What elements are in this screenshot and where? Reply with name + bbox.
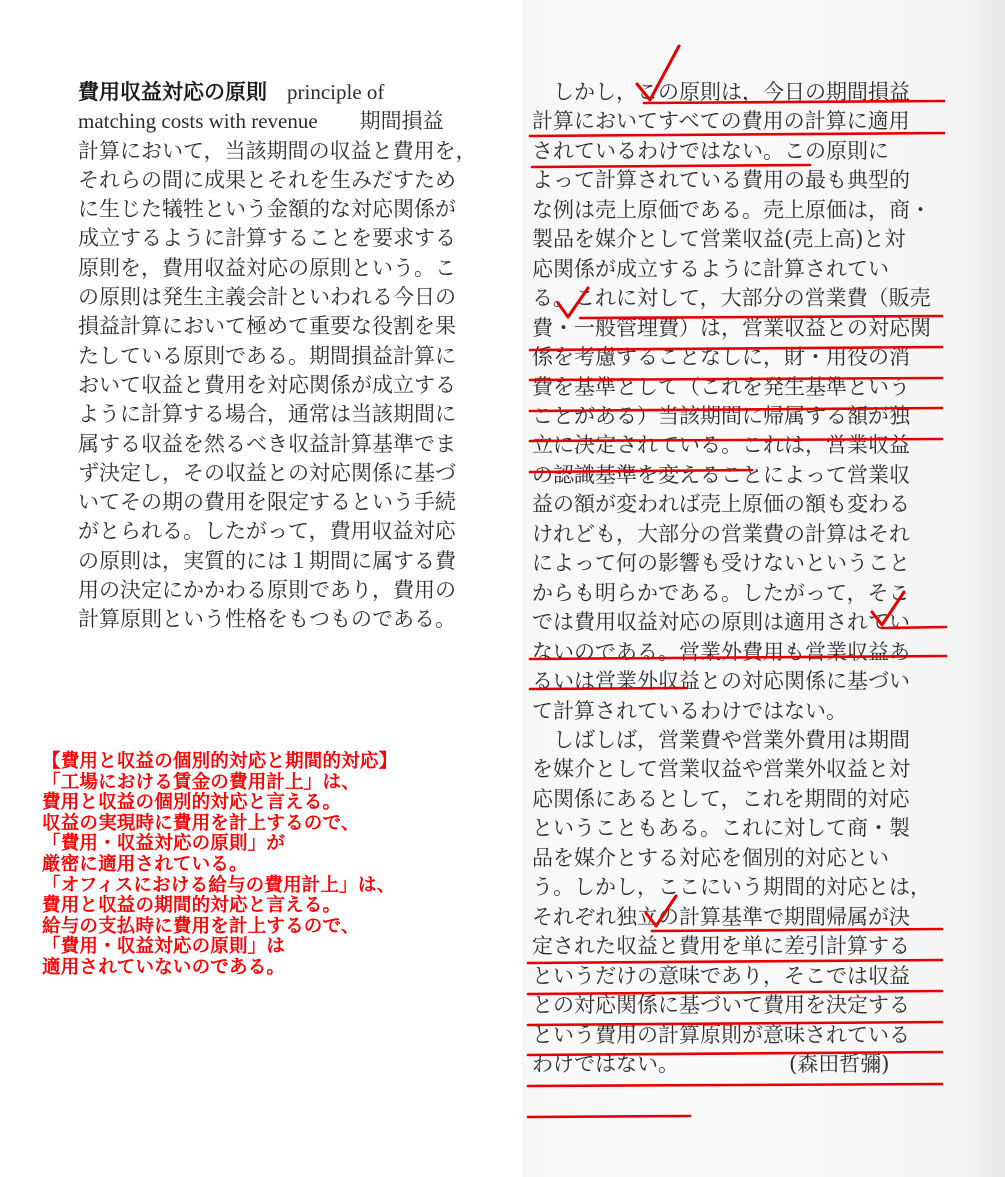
- note-line: 費用と収益の個別的対応と言える。: [42, 792, 342, 814]
- left-line: の原則は，実質的には１期間に属する費: [78, 548, 456, 573]
- right-line: 立に決定されている。これは，営業収益: [532, 433, 910, 458]
- author-credit: (森田哲彌): [789, 1051, 890, 1076]
- entry-heading-line: [78, 78, 488, 107]
- right-line: る。これに対して，大部分の営業費（販売: [532, 286, 931, 311]
- left-line: 原則を，費用収益対応の原則という。こ: [78, 255, 456, 280]
- right-line: 費・一般管理費）は，営業収益との対応関: [532, 315, 931, 340]
- left-line: ように計算する場合，通常は当該期間に: [78, 402, 456, 427]
- english-term: principle of: [287, 80, 385, 104]
- note-line: 「工場における賃金の費用計上」は、: [42, 771, 360, 793]
- right-line: 製品を媒介として営業収益(売上高)と対: [532, 227, 906, 252]
- note-line: 「費用・収益対応の原則」は: [42, 936, 286, 958]
- left-line: 属する収益を然るべき収益計算基準でま: [78, 431, 456, 456]
- right-line: 品を媒介とする対応を個別的対応とい: [532, 845, 889, 870]
- right-column-entry: [532, 78, 952, 1079]
- right-line: 費を基準として（これを発生基準という: [532, 374, 910, 399]
- note-line: 適用されていないのである。: [42, 956, 286, 978]
- right-line: というだけの意味であり，そこでは収益: [532, 963, 910, 988]
- left-line: 用の決定にかかわる原則であり，費用の: [78, 578, 456, 603]
- left-line: の原則は発生主義会計といわれる今日の: [78, 285, 456, 310]
- headword: 費用収益対応の原則: [78, 80, 267, 104]
- note-heading: 【費用と収益の個別的対応と期間的対応】: [42, 751, 398, 772]
- right-last-line: [532, 1050, 952, 1079]
- left-line: に生じた犠牲という金額的な対応関係が: [78, 197, 456, 222]
- right-line: によって何の影響も受けないということ: [532, 551, 910, 576]
- left-line: たしている原則である。期間損益計算に: [78, 343, 456, 368]
- right-line: されているわけではない。この原則に: [532, 138, 889, 163]
- right-line: ないのである。営業外費用も営業収益あ: [532, 639, 910, 664]
- right-line: という費用の計算原則が意味されている: [532, 1022, 910, 1047]
- right-line: るいは営業外収益との対応関係に基づい: [532, 669, 910, 694]
- right-line: 定された収益と費用を単に差引計算する: [532, 934, 910, 959]
- right-line: わけではない。: [532, 1051, 679, 1076]
- note-line: 費用と収益の期間的対応と言える。: [42, 895, 342, 917]
- right-line: ということもある。これに対して商・製: [532, 816, 910, 841]
- right-line: けれども，大部分の営業費の計算はそれ: [532, 521, 910, 546]
- right-line: しかし，この原則は，今日の期間損益: [532, 80, 910, 104]
- right-line: 応関係にあるとして，これを期間的対応: [532, 786, 910, 811]
- note-line: 給与の支払時に費用を計上するので、: [42, 915, 360, 937]
- note-line: 収益の実現時に費用を計上するので、: [42, 812, 360, 834]
- right-line: 益の額が変われば売上原価の額も変わる: [532, 492, 910, 517]
- note-line: 「費用・収益対応の原則」が: [42, 833, 286, 855]
- left-line: matching costs with revenue 期間損益: [78, 109, 444, 134]
- right-line: しばしば，営業費や営業外費用は期間: [532, 727, 910, 752]
- right-line: う。しかし，ここにいう期間的対応とは，: [532, 875, 931, 900]
- right-line: との対応関係に基づいて費用を決定する: [532, 993, 910, 1018]
- right-line: 計算においてすべての費用の計算に適用: [532, 109, 910, 134]
- right-line: 応関係が成立するように計算されてい: [532, 256, 889, 281]
- right-line: 係を考慮することなしに，財・用役の消: [532, 345, 910, 370]
- left-line: ず決定し，その収益との対応関係に基づ: [78, 460, 456, 485]
- right-line: それぞれ独立の計算基準で期間帰属が決: [532, 904, 910, 929]
- right-line: て計算されているわけではない。: [532, 698, 847, 723]
- note-line: 厳密に適用されている。: [42, 853, 248, 875]
- right-line: な例は売上原価である。売上原価は，商・: [532, 197, 931, 222]
- annotation-note: [42, 752, 522, 979]
- right-line: では費用収益対応の原則は適用されてい: [532, 610, 910, 635]
- left-line: がとられる。したがって，費用収益対応: [78, 519, 456, 544]
- right-line: よって計算されている費用の最も典型的: [532, 168, 910, 193]
- left-column-entry: [78, 78, 488, 635]
- right-line: ことがある）当該期間に帰属する額が独: [532, 403, 910, 428]
- left-line: おいて収益と費用を対応関係が成立する: [78, 372, 456, 397]
- left-line: 成立するように計算することを要求する: [78, 226, 456, 251]
- left-line: 損益計算において極めて重要な役割を果: [78, 314, 456, 339]
- right-line: を媒介として営業収益や営業外収益と対: [532, 757, 910, 782]
- right-line: からも明らかである。したがって，そこ: [532, 580, 910, 605]
- right-line: の認識基準を変えることによって営業収: [532, 462, 910, 487]
- left-line: いてその期の費用を限定するという手続: [78, 490, 456, 515]
- left-line: 計算において，当該期間の収益と費用を，: [78, 138, 477, 163]
- left-line: 計算原則という性格をもつものである。: [78, 607, 456, 632]
- left-line: それらの間に成果とそれを生みだすため: [78, 167, 456, 192]
- note-line: 「オフィスにおける給与の費用計上」は、: [42, 874, 396, 896]
